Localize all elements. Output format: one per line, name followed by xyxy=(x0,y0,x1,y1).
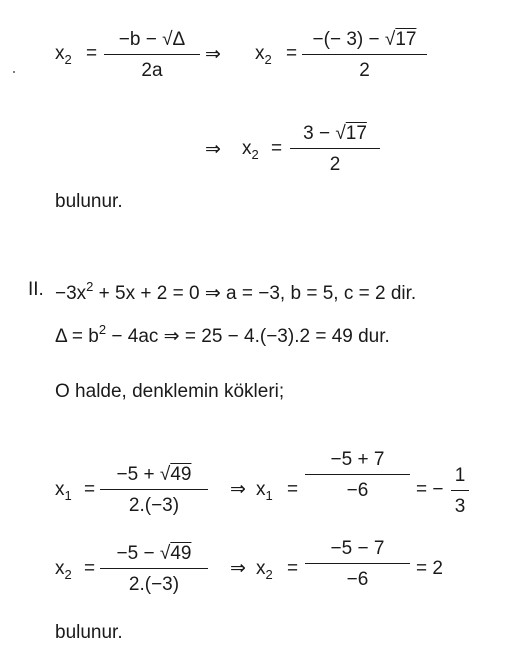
implies-arrow: ⇒ xyxy=(230,558,246,579)
denominator: 3 xyxy=(454,496,466,518)
numerator: −5 + 7 xyxy=(330,449,385,470)
root1-evaluated-fraction xyxy=(305,450,410,500)
denominator: 2.(−3) xyxy=(128,574,180,596)
equals-sign: = xyxy=(84,558,96,579)
denominator: 2 xyxy=(329,154,341,176)
denominator: 2a xyxy=(141,60,163,82)
fraction-bar xyxy=(104,54,200,55)
fraction-bar xyxy=(451,490,469,491)
denominator: 2 xyxy=(359,60,370,82)
numerator: −5 − 7 xyxy=(330,538,385,559)
numerator: −b − √Δ xyxy=(118,29,186,50)
substituted-fraction xyxy=(302,30,427,80)
denominator: 2.(−3) xyxy=(128,495,180,517)
numerator: −5 − √49 xyxy=(116,543,192,564)
implies-arrow: ⇒ xyxy=(205,139,221,160)
roman-numeral: II. xyxy=(28,279,44,300)
fraction-bar xyxy=(302,54,427,55)
equals-sign: = xyxy=(286,43,298,64)
conclusion-text: bulunur. xyxy=(55,622,123,643)
equals-sign: = xyxy=(86,43,98,64)
denominator: −6 xyxy=(346,480,369,502)
equation-line: $-3x^2 + 5x + 2 = 0$ ⇒ a = −3, b = 5, c = 2 dir. xyxy=(55,279,417,304)
simplified-fraction xyxy=(290,124,380,174)
x1-label: $x_1$ xyxy=(256,479,273,503)
implies-arrow: ⇒ xyxy=(230,479,246,500)
fraction-bar xyxy=(100,489,208,490)
root2-fraction xyxy=(100,544,208,594)
quadratic-formula-fraction xyxy=(104,30,200,80)
x2-label: $x_2$ xyxy=(55,43,72,67)
fraction-bar xyxy=(290,148,380,149)
fraction-bar xyxy=(305,474,410,475)
x2-label: $x_2$ xyxy=(242,138,259,162)
numerator: −5 + √49 xyxy=(116,464,192,485)
equals-sign: = xyxy=(287,558,299,579)
x2-label: $x_2$ xyxy=(256,558,273,582)
denominator: −6 xyxy=(346,569,369,591)
root2-evaluated-fraction xyxy=(305,539,410,589)
result-value: = 2 xyxy=(416,558,443,579)
x2-label: $x_2$ xyxy=(255,43,272,67)
numerator: −(− 3) − √17 xyxy=(312,29,417,50)
root1-fraction xyxy=(100,465,208,515)
numerator: 3 − √17 xyxy=(303,123,367,144)
x2-label: $x_2$ xyxy=(55,558,72,582)
numerator: 1 xyxy=(454,465,466,486)
discriminant-line: $\Delta = b^2 - 4ac$ ⇒ = 25 − 4.(−3).2 = 49 dur. xyxy=(55,322,390,347)
fraction-bar xyxy=(100,568,208,569)
equals-sign: = xyxy=(271,138,283,159)
x1-label: $x_1$ xyxy=(55,479,72,503)
equals-minus: = − xyxy=(416,479,444,500)
conclusion-text: bulunur. xyxy=(55,191,123,212)
intro-text: O halde, denklemin kökleri; xyxy=(55,381,285,402)
fraction-bar xyxy=(305,563,410,564)
scan-speck xyxy=(13,71,15,73)
result-fraction xyxy=(451,466,469,516)
equals-sign: = xyxy=(287,479,299,500)
equals-sign: = xyxy=(84,479,96,500)
implies-arrow: ⇒ xyxy=(205,44,221,65)
